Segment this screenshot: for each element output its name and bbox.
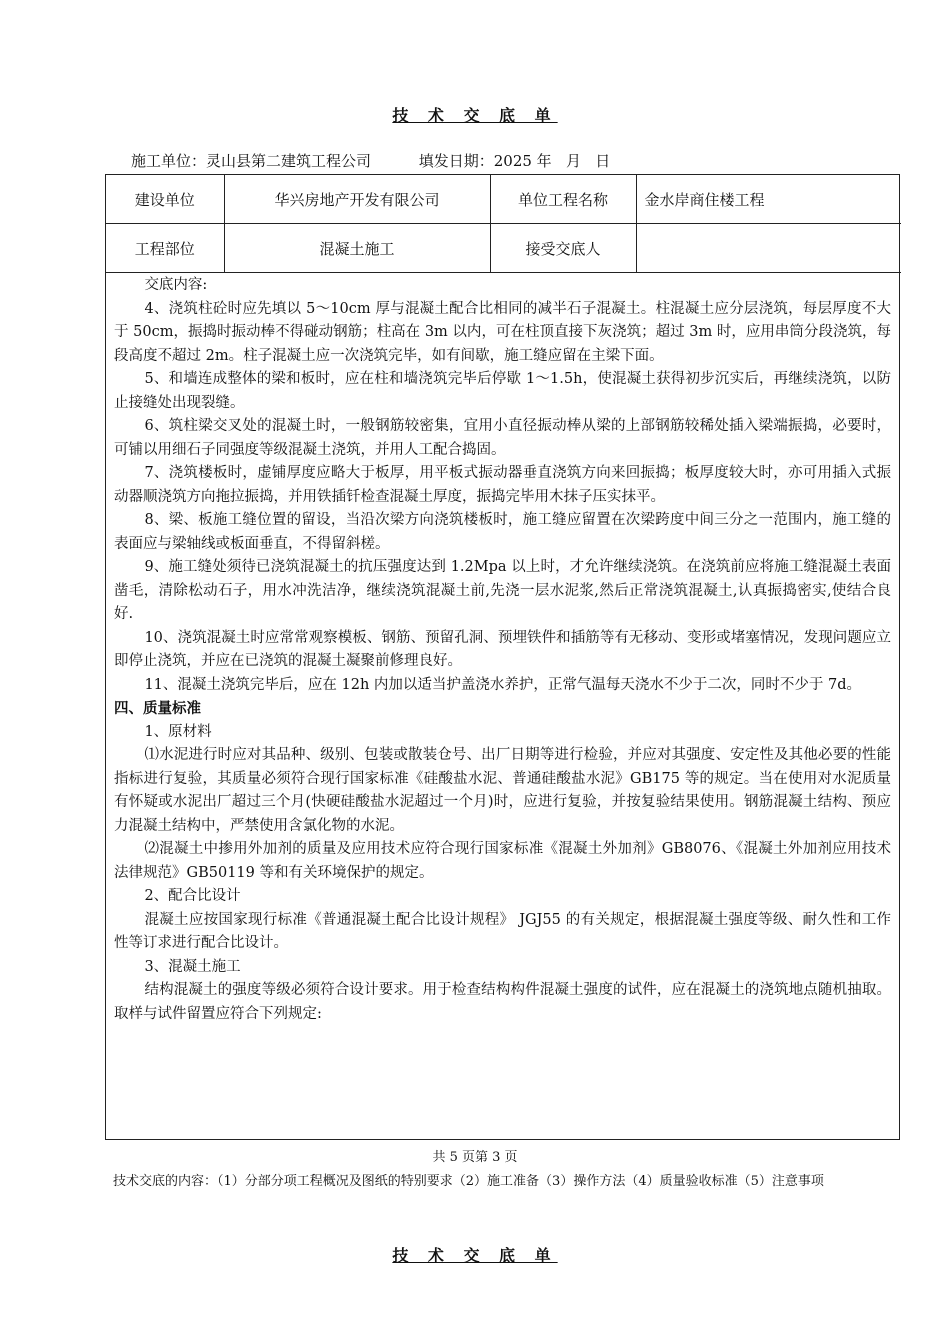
header-line: [131, 150, 610, 171]
paragraph-10: 10、浇筑混凝土时应常常观察模板、钢筋、预留孔洞、预埋铁件和插筋等有无移动、变形或堵塞情况，发现问题应立即停止浇筑，并应在已浇筑的混凝土凝聚前修理良好。: [114, 629, 891, 669]
issue-date-label: 填发日期：: [418, 152, 494, 170]
info-row-2: [106, 224, 901, 273]
disclosure-form: [105, 174, 900, 1140]
info-table: [106, 175, 901, 273]
project-part-label: 工程部位: [106, 224, 224, 273]
subsection-raw-materials: 1、原材料: [144, 723, 212, 740]
concrete-construction-text: 结构混凝土的强度等级必须符合设计要求。用于检查结构构件混凝土强度的试件，应在混凝土的浇筑地点随机抽取。取样与试件留置应符合下列规定:: [114, 982, 891, 1022]
disclosure-content: [106, 274, 899, 1026]
page-number: 共 5 页第 3 页: [432, 1150, 518, 1165]
paragraph-4: 4、浇筑柱砼时应先填以 5～10cm 厚与混凝土配合比相同的减半石子混凝土。柱混凝土应分层浇筑，每层厚度不大于 50cm，振捣时振动棒不得碰动钢筋；柱高在 3m 以内，可在柱顶直接下灰浇筑；超过 3m 时，应用串筒分段浇筑，每段高度不超过 2m。柱子混凝土应一次浇筑完毕，如有间歇，施工缝应留在主梁下面。: [114, 300, 891, 364]
construction-unit-value: 灵山县第二建筑工程公司: [206, 152, 372, 170]
paragraph-7: 7、浇筑楼板时，虚铺厚度应略大于板厚，用平板式振动器垂直浇筑方向来回振捣；板厚度较大时，亦可用插入式振动器顺浇筑方向拖拉振捣，并用铁插钎检查混凝土厚度，振捣完毕用木抹子压实抹平。: [114, 465, 891, 505]
mix-design-text: 混凝土应按国家现行标准《普通混凝土配合比设计规程》 JGJ55 的有关规定，根据混凝土强度等级、耐久性和工作性等订求进行配合比设计。: [114, 911, 891, 951]
builder-label: 建设单位: [106, 175, 224, 224]
project-part-value: 混凝土施工: [224, 224, 490, 273]
issue-date-value: 2025 年 月 日: [493, 152, 611, 170]
project-name-label: 单位工程名称: [490, 175, 636, 224]
footer-note: 技术交底的内容：（1）分部分项工程概况及图纸的特别要求（2）施工准备（3）操作方法（4）质量验收标准（5）注意事项: [113, 1174, 824, 1189]
paragraph-11: 11、混凝土浇筑完毕后，应在 12h 内加以适当护盖浇水养护，正常气温每天浇水不少于二次，同时不少于 7d。: [144, 676, 862, 693]
paragraph-8: 8、梁、板施工缝位置的留设，当沿次梁方向浇筑楼板时，施工缝应留置在次梁跨度中间三分之一范围内，施工缝的表面应与梁轴线或板面垂直，不得留斜槎。: [114, 512, 891, 552]
paragraph-6: 6、筑柱梁交叉处的混凝土时，一般钢筋较密集，宜用小直径振动棒从梁的上部钢筋较稀处插入梁端振捣，必要时，可铺以用细石子同强度等级混凝土浇筑，并用人工配合捣固。: [114, 418, 891, 458]
construction-unit-label: 施工单位：: [131, 152, 207, 170]
document-title: 技 术 交 底 单: [392, 106, 558, 125]
builder-value: 华兴房地产开发有限公司: [224, 175, 490, 224]
section-quality-standard: 四、质量标准: [114, 700, 201, 717]
recipient-value: [636, 224, 901, 273]
content-intro: 交底内容:: [144, 277, 208, 293]
raw-materials-admixture: ⑵混凝土中掺用外加剂的质量及应用技术应符合现行国家标准《混凝土外加剂》GB8076、《混凝土外加剂应用技术法律规范》GB50119 等和有关环境保护的规定。: [114, 841, 891, 881]
next-page-title: 技 术 交 底 单: [392, 1246, 558, 1265]
raw-materials-cement: ⑴水泥进行时应对其品种、级别、包装或散装仓号、出厂日期等进行检验，并应对其强度、安定性及其他必要的性能指标进行复验，其质量必须符合现行国家标准《硅酸盐水泥、普通硅酸盐水泥》GB175 等的规定。当在使用对水泥质量有怀疑或水泥出厂超过三个月(快硬硅酸盐水泥超过一个月)时，应进行复验，并按复验结果使用。钢筋混凝土结构、预应力混凝土结构中，严禁使用含氯化物的水泥。: [114, 747, 891, 834]
subsection-concrete-construction: 3、混凝土施工: [144, 958, 241, 975]
subsection-mix-design: 2、配合比设计: [144, 888, 241, 904]
project-name-value: 金水岸商住楼工程: [636, 175, 901, 224]
paragraph-9: 9、施工缝处须待已浇筑混凝土的抗压强度达到 1.2Mpa 以上时，才允许继续浇筑。在浇筑前应将施工缝混凝土表面凿毛，清除松动石子，用水冲洗洁净，继续浇筑混凝土前,先浇一层水泥浆,然后正常浇筑混凝土,认真振捣密实,使结合良好.: [114, 559, 891, 622]
recipient-label: 接受交底人: [490, 224, 636, 273]
info-row-1: [106, 175, 901, 224]
paragraph-5: 5、和墙连成整体的梁和板时，应在柱和墙浇筑完毕后停歇 1～1.5h，使混凝土获得初步沉实后，再继续浇筑，以防止接缝处出现裂缝。: [114, 371, 891, 411]
